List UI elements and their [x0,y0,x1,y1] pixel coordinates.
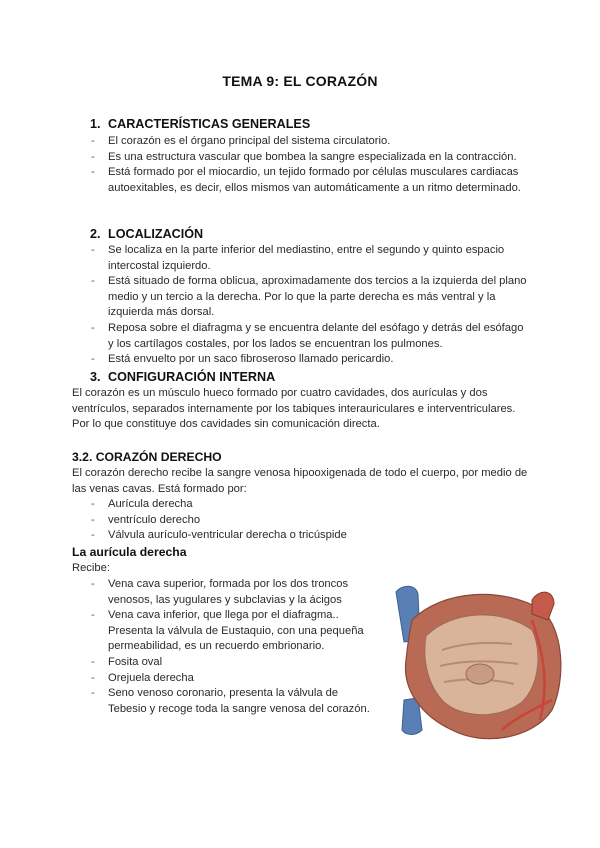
auricula-intro: Recibe: [72,562,110,574]
section-3-2-paragraph: El corazón derecho recibe la sangre venosa hipooxigenada de todo el cuerpo, por medio de las venas cavas. Está formado por: [72,467,528,495]
section-1-title: CARACTERÍSTICAS GENERALES [108,117,311,131]
section-1-number: 1. [90,117,101,131]
list-item: - Aurícula derecha [91,497,491,513]
section-3-2-heading: 3.2. CORAZÓN DERECHO [72,450,222,464]
fosita-oval [466,664,494,684]
auricula-list [91,577,373,717]
section-2-title: LOCALIZACIÓN [108,227,204,241]
section-1-list [91,134,531,196]
list-item: - Seno venoso coronario, presenta la válvula de Tebesio y recoge toda la sangre venosa del corazón. [91,686,373,717]
heart-illustration [382,580,566,748]
auricula-heading: La aurícula derecha [72,545,187,559]
section-1-heading [90,117,310,133]
section-3-2-list [91,497,491,544]
list-item: - Vena cava superior, formada por los dos troncos venosos, las yugulares y subclavias y la ácigos [91,577,373,608]
list-item: - Está situado de forma oblicua, aproximadamente dos tercios a la izquierda del plano medio y un tercio a la derecha. Por lo que la parte derecha es más ventral y la izquierda más dorsal. [91,274,531,321]
section-2-number: 2. [90,227,101,241]
list-item: - Reposa sobre el diafragma y se encuentra delante del esófago y detrás del esófago y los cartílagos costales, por los lados se encuentran los pulmones. [91,321,531,352]
section-3-paragraph: El corazón es un músculo hueco formado por cuatro cavidades, dos aurículas y dos ventrículos, separados internamente por los tabiques interauriculares e interventriculares. Por lo que constituye dos cavidades sin comunicación directa. [72,387,516,431]
list-item: - Está formado por el miocardio, un tejido formado por células musculares cardiacas autoexitables, es decir, ellos mismos van automáticamente a un ritmo determinado. [91,165,531,196]
page-title: TEMA 9: EL CORAZÓN [222,73,378,89]
list-item: - Está envuelto por un saco fibroseroso llamado pericardio. [91,352,531,368]
list-item: - Es una estructura vascular que bombea la sangre especializada en la contracción. [91,150,531,166]
section-2-heading [90,227,203,243]
list-item: - Orejuela derecha [91,671,373,687]
section-3-heading [90,370,275,386]
list-item: - Vena cava inferior, que llega por el diafragma.. Presenta la válvula de Eustaquio, con una pequeña permeabilidad, es un recuerdo embrionario. [91,608,373,655]
list-item: - Válvula aurículo-ventricular derecha o tricúspide [91,528,491,544]
list-item: - Se localiza en la parte inferior del mediastino, entre el segundo y quinto espacio intercostal izquierdo. [91,243,531,274]
section-2-list [91,243,531,368]
list-item: - Fosita oval [91,655,373,671]
section-3-title: CONFIGURACIÓN INTERNA [108,370,276,384]
list-item: - ventrículo derecho [91,513,491,529]
section-3-number: 3. [90,370,101,384]
list-item: - El corazón es el órgano principal del sistema circulatorio. [91,134,531,150]
